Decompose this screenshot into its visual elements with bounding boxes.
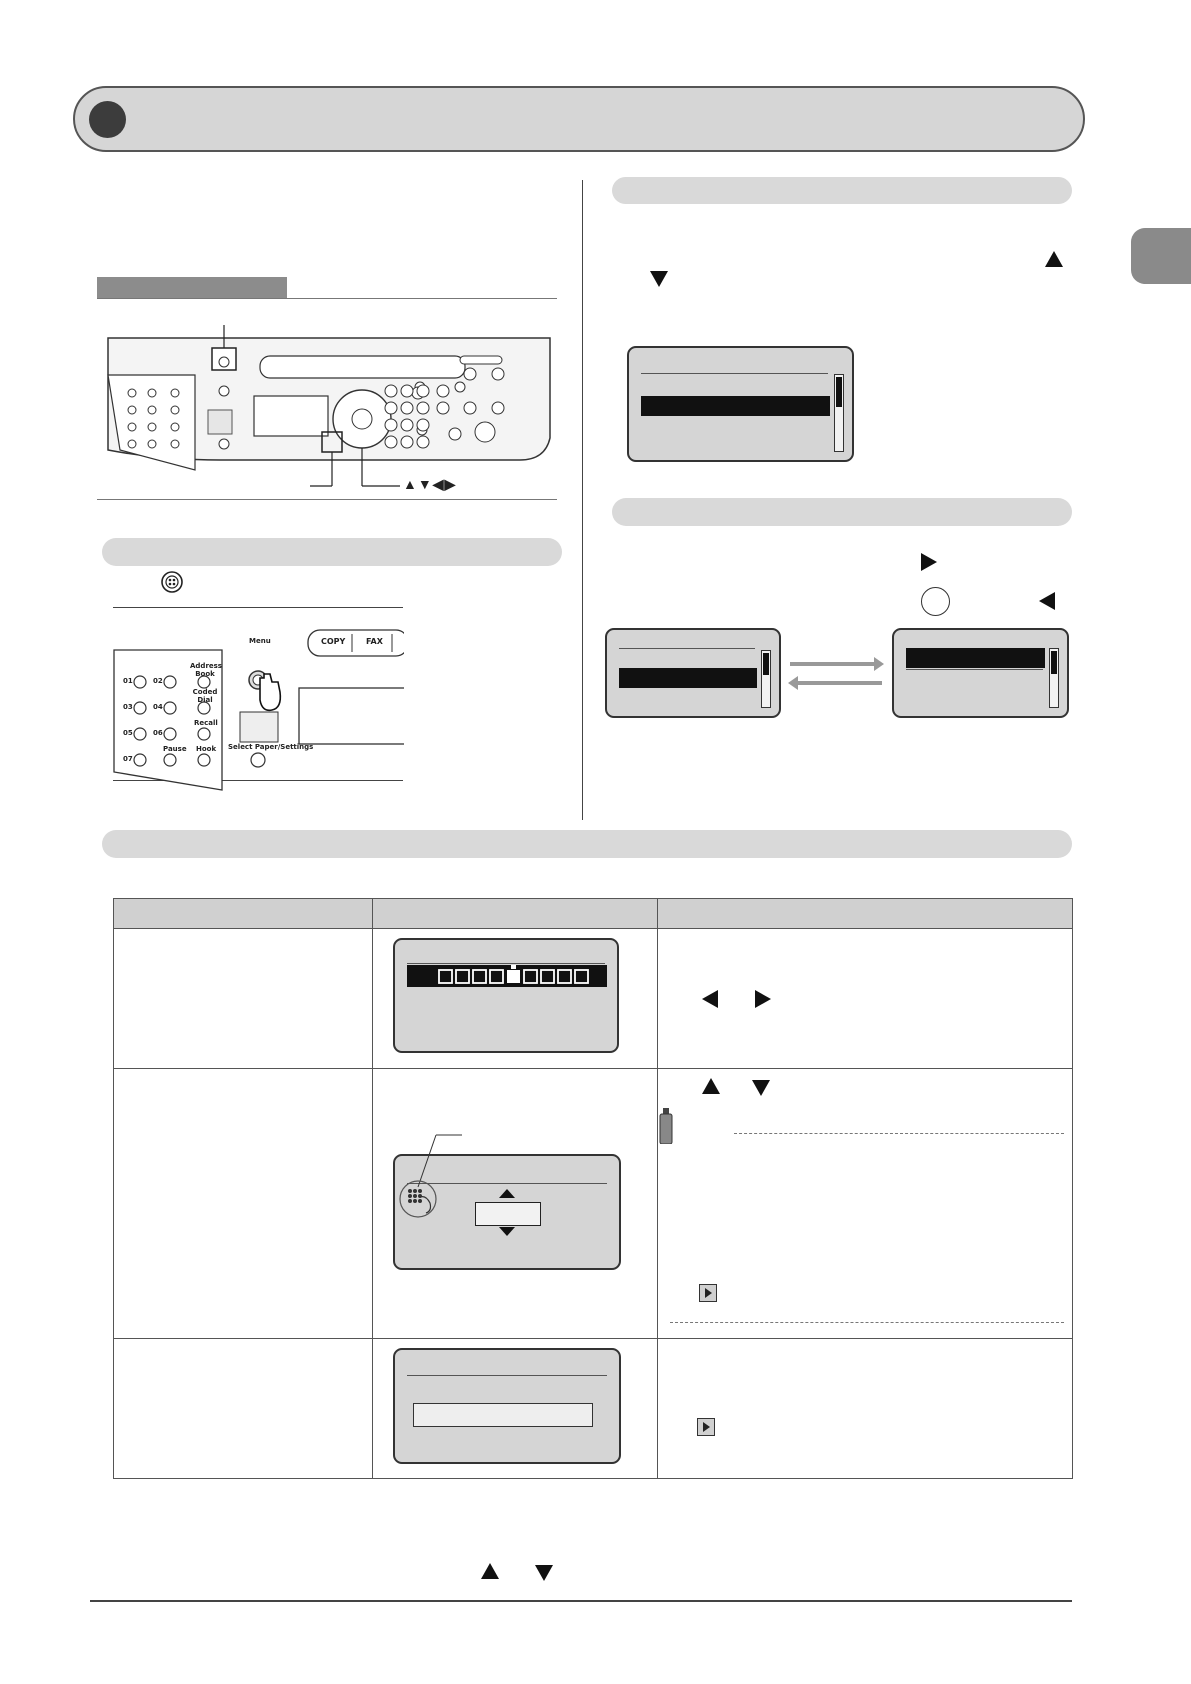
note-icon xyxy=(658,1108,674,1144)
operation-panel-illustration xyxy=(100,320,560,500)
column-header xyxy=(114,899,373,929)
section-title-bar xyxy=(73,86,1085,152)
select-paper-label: Select Paper/Settings xyxy=(228,743,314,751)
one-touch-07-label: 07 xyxy=(123,755,133,763)
text-entry-field xyxy=(413,1403,593,1427)
fax-key-label: FAX xyxy=(366,637,383,646)
one-touch-05-label: 05 xyxy=(123,729,133,737)
up-arrow-icon xyxy=(481,1563,499,1579)
one-touch-04-label: 04 xyxy=(153,703,163,711)
down-arrow-icon xyxy=(752,1080,770,1096)
chapter-tab xyxy=(1131,228,1191,284)
operation-panel-heading-bar xyxy=(97,277,287,298)
hook-label: Hook xyxy=(196,745,217,753)
value-entry-box xyxy=(475,1202,541,1226)
down-arrow-icon xyxy=(650,271,668,287)
left-arrow-icon xyxy=(1039,592,1055,610)
one-touch-03-label: 03 xyxy=(123,703,133,711)
up-arrow-icon xyxy=(702,1078,720,1094)
table-header-row xyxy=(114,899,1073,929)
lcd-current-level xyxy=(605,628,781,718)
table-cell xyxy=(658,1339,1073,1479)
lcd-menu-list xyxy=(627,346,854,462)
table-cell xyxy=(114,1069,373,1339)
column-header xyxy=(658,899,1073,929)
reference-icon xyxy=(697,1418,715,1436)
arrow-keys-label: ▲▼◀▶ xyxy=(403,476,457,492)
level-slider xyxy=(407,965,607,987)
up-arrow-icon xyxy=(1045,251,1063,267)
step-1-heading-bar xyxy=(102,538,562,566)
pause-label: Pause xyxy=(163,745,187,753)
footer-rule xyxy=(90,1600,1072,1602)
column-header xyxy=(373,899,658,929)
right-arrow-icon xyxy=(755,990,771,1008)
divider xyxy=(97,298,557,299)
reference-icon xyxy=(699,1284,717,1302)
one-touch-01-label: 01 xyxy=(123,677,133,685)
note-divider xyxy=(670,1322,1064,1323)
table-cell xyxy=(658,1069,1073,1339)
table-cell xyxy=(114,929,373,1069)
address-book-label: Address Book xyxy=(190,662,222,678)
coded-dial-label: Coded Dial xyxy=(192,688,218,704)
settings-reference-heading-bar xyxy=(102,830,1072,858)
step-2-heading-bar xyxy=(612,177,1072,204)
recall-label: Recall xyxy=(194,719,218,727)
divider xyxy=(113,607,403,608)
column-divider xyxy=(582,180,583,820)
one-touch-06-label: 06 xyxy=(153,729,163,737)
lcd-slider-screen xyxy=(393,938,619,1053)
decrement-arrow-icon xyxy=(499,1227,515,1236)
lcd-next-level xyxy=(892,628,1069,718)
menu-key-label: Menu xyxy=(249,637,271,645)
numeric-keypad-icon xyxy=(396,1133,466,1218)
table-cell xyxy=(114,1339,373,1479)
one-touch-02-label: 02 xyxy=(153,677,163,685)
copy-key-label: COPY xyxy=(321,637,346,646)
ok-button-icon xyxy=(921,587,950,616)
lcd-text-entry-screen xyxy=(393,1348,621,1464)
increment-arrow-icon xyxy=(499,1189,515,1198)
left-arrow-icon xyxy=(702,990,718,1008)
note-divider xyxy=(734,1133,1064,1134)
navigation-arrows-icon xyxy=(786,655,886,691)
step-3-heading-bar xyxy=(612,498,1072,526)
lcd-selected-item xyxy=(641,396,830,416)
down-arrow-icon xyxy=(535,1565,553,1581)
table-cell xyxy=(658,929,1073,1069)
section-bullet-icon xyxy=(89,101,126,138)
menu-button-icon xyxy=(160,570,184,594)
right-arrow-icon xyxy=(921,553,937,571)
